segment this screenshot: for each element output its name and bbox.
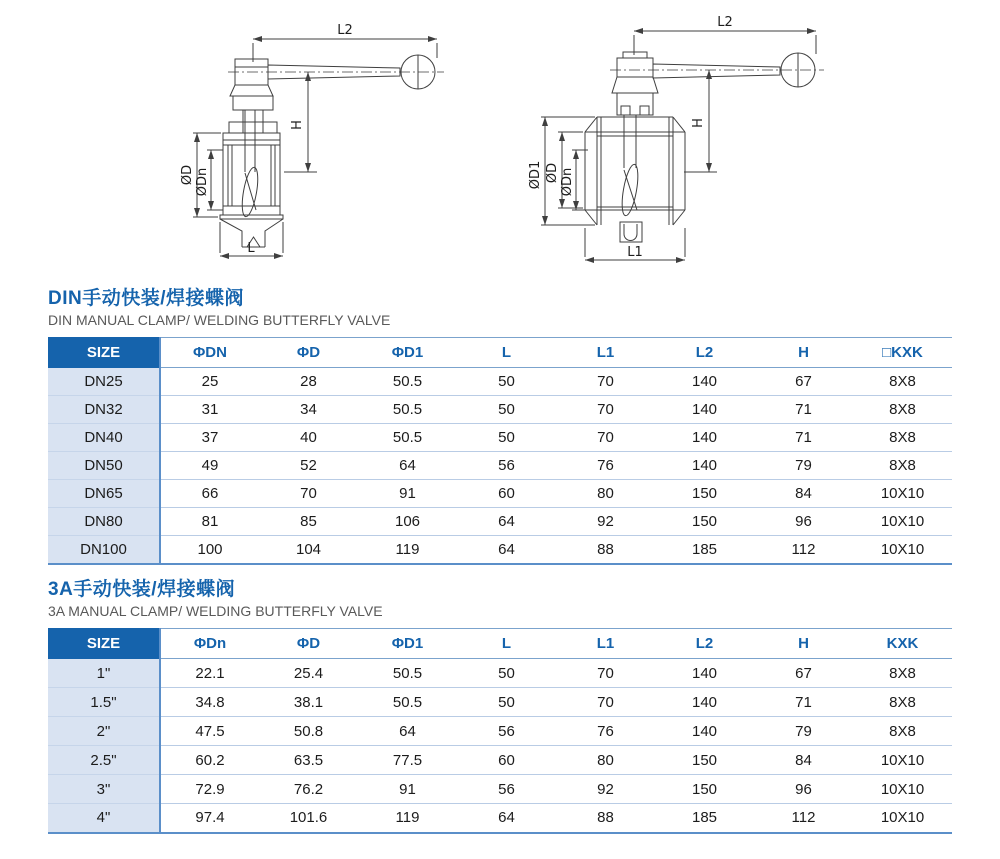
value-cell: 140 bbox=[655, 396, 754, 424]
size-cell: DN65 bbox=[48, 480, 160, 508]
value-cell: 70 bbox=[556, 659, 655, 688]
size-cell: DN32 bbox=[48, 396, 160, 424]
value-cell: 80 bbox=[556, 480, 655, 508]
value-cell: 119 bbox=[358, 804, 457, 833]
col-header-size: SIZE bbox=[48, 629, 160, 659]
col-header: ΦD bbox=[259, 629, 358, 659]
table-row bbox=[48, 775, 952, 804]
value-cell: 96 bbox=[754, 775, 853, 804]
dim-label-l2: L2 bbox=[337, 23, 353, 38]
table-row bbox=[48, 424, 952, 452]
value-cell: 150 bbox=[655, 746, 754, 775]
col-header: ΦDn bbox=[160, 629, 259, 659]
value-cell: 140 bbox=[655, 368, 754, 396]
size-cell: 2.5" bbox=[48, 746, 160, 775]
table-row bbox=[48, 688, 952, 717]
bottom-stem-housing bbox=[620, 222, 642, 242]
size-cell: 1" bbox=[48, 659, 160, 688]
col-header: L2 bbox=[655, 629, 754, 659]
weld-valve-dimensions bbox=[180, 23, 437, 259]
value-cell: 50.5 bbox=[358, 396, 457, 424]
value-cell: 40 bbox=[259, 424, 358, 452]
value-cell: 50.5 bbox=[358, 368, 457, 396]
butterfly-disc bbox=[239, 166, 260, 217]
table-row bbox=[48, 746, 952, 775]
value-cell: 31 bbox=[160, 396, 259, 424]
value-cell: 104 bbox=[259, 536, 358, 564]
gland-nut-left bbox=[621, 106, 630, 115]
value-cell: 92 bbox=[556, 508, 655, 536]
value-cell: 97.4 bbox=[160, 804, 259, 833]
dim-label-l2: L2 bbox=[717, 15, 733, 30]
value-cell: 140 bbox=[655, 688, 754, 717]
value-cell: 10X10 bbox=[853, 775, 952, 804]
bonnet bbox=[617, 93, 653, 115]
value-cell: 56 bbox=[457, 717, 556, 746]
table-row bbox=[48, 368, 952, 396]
table-row bbox=[48, 717, 952, 746]
col-header: L1 bbox=[556, 629, 655, 659]
value-cell: 50.5 bbox=[358, 688, 457, 717]
value-cell: 63.5 bbox=[259, 746, 358, 775]
value-cell: 70 bbox=[259, 480, 358, 508]
value-cell: 47.5 bbox=[160, 717, 259, 746]
value-cell: 71 bbox=[754, 396, 853, 424]
value-cell: 112 bbox=[754, 804, 853, 833]
bonnet bbox=[233, 96, 273, 110]
value-cell: 50.5 bbox=[358, 659, 457, 688]
value-cell: 140 bbox=[655, 424, 754, 452]
3a-section bbox=[48, 578, 952, 834]
dim-label-d: ØD bbox=[180, 164, 195, 186]
weld-valve-body bbox=[220, 55, 444, 247]
value-cell: 10X10 bbox=[853, 480, 952, 508]
value-cell: 106 bbox=[358, 508, 457, 536]
value-cell: 50 bbox=[457, 659, 556, 688]
handle-hub bbox=[617, 58, 653, 77]
value-cell: 96 bbox=[754, 508, 853, 536]
value-cell: 8X8 bbox=[853, 659, 952, 688]
value-cell: 64 bbox=[358, 717, 457, 746]
value-cell: 49 bbox=[160, 452, 259, 480]
table-row bbox=[48, 659, 952, 688]
value-cell: 8X8 bbox=[853, 396, 952, 424]
table-row bbox=[48, 452, 952, 480]
size-cell: 2" bbox=[48, 717, 160, 746]
value-cell: 60 bbox=[457, 480, 556, 508]
gland-nut-left bbox=[229, 122, 243, 133]
value-cell: 91 bbox=[358, 775, 457, 804]
value-cell: 50.5 bbox=[358, 424, 457, 452]
value-cell: 77.5 bbox=[358, 746, 457, 775]
value-cell: 140 bbox=[655, 717, 754, 746]
value-cell: 8X8 bbox=[853, 688, 952, 717]
col-header: ΦD1 bbox=[358, 338, 457, 368]
value-cell: 185 bbox=[655, 536, 754, 564]
din-table-body bbox=[48, 368, 952, 564]
3a-title-zh: 3A手动快装/焊接蝶阀 bbox=[48, 579, 236, 600]
col-header: L bbox=[457, 338, 556, 368]
clamp-ferrule-right bbox=[673, 117, 685, 225]
value-cell: 79 bbox=[754, 452, 853, 480]
value-cell: 67 bbox=[754, 368, 853, 396]
value-cell: 88 bbox=[556, 536, 655, 564]
value-cell: 52 bbox=[259, 452, 358, 480]
value-cell: 64 bbox=[358, 452, 457, 480]
value-cell: 72.9 bbox=[160, 775, 259, 804]
value-cell: 150 bbox=[655, 480, 754, 508]
value-cell: 37 bbox=[160, 424, 259, 452]
value-cell: 150 bbox=[655, 508, 754, 536]
dim-label-l1: L1 bbox=[627, 245, 643, 260]
value-cell: 64 bbox=[457, 508, 556, 536]
value-cell: 8X8 bbox=[853, 424, 952, 452]
value-cell: 71 bbox=[754, 424, 853, 452]
value-cell: 67 bbox=[754, 659, 853, 688]
3a-table-body bbox=[48, 659, 952, 833]
value-cell: 140 bbox=[655, 452, 754, 480]
3a-spec-table bbox=[48, 628, 952, 834]
col-header: L1 bbox=[556, 338, 655, 368]
size-cell: DN50 bbox=[48, 452, 160, 480]
value-cell: 34.8 bbox=[160, 688, 259, 717]
size-cell: DN40 bbox=[48, 424, 160, 452]
dim-label-h: H bbox=[691, 118, 706, 128]
din-title-zh: DIN手动快装/焊接蝶阀 bbox=[48, 288, 245, 309]
value-cell: 81 bbox=[160, 508, 259, 536]
value-cell: 50.8 bbox=[259, 717, 358, 746]
dim-label-dn: ØDn bbox=[560, 167, 575, 197]
value-cell: 50 bbox=[457, 424, 556, 452]
size-cell: 4" bbox=[48, 804, 160, 833]
value-cell: 70 bbox=[556, 424, 655, 452]
3a-header-row bbox=[48, 629, 952, 659]
value-cell: 56 bbox=[457, 775, 556, 804]
din-spec-table bbox=[48, 337, 952, 565]
col-header: L2 bbox=[655, 338, 754, 368]
value-cell: 25 bbox=[160, 368, 259, 396]
value-cell: 79 bbox=[754, 717, 853, 746]
value-cell: 22.1 bbox=[160, 659, 259, 688]
value-cell: 64 bbox=[457, 804, 556, 833]
value-cell: 25.4 bbox=[259, 659, 358, 688]
value-cell: 34 bbox=[259, 396, 358, 424]
clamp-ferrule-left bbox=[585, 117, 597, 225]
col-header-size: SIZE bbox=[48, 338, 160, 368]
dim-label-d1: ØD1 bbox=[528, 160, 543, 190]
value-cell: 84 bbox=[754, 480, 853, 508]
dim-label-l: L bbox=[247, 241, 255, 256]
value-cell: 28 bbox=[259, 368, 358, 396]
value-cell: 10X10 bbox=[853, 804, 952, 833]
value-cell: 80 bbox=[556, 746, 655, 775]
value-cell: 140 bbox=[655, 659, 754, 688]
weld-valve-drawing bbox=[150, 10, 495, 272]
col-header: ΦDN bbox=[160, 338, 259, 368]
din-header-row bbox=[48, 338, 952, 368]
size-cell: DN100 bbox=[48, 536, 160, 564]
din-title-en: DIN MANUAL CLAMP/ WELDING BUTTERFLY VALVE bbox=[48, 312, 391, 328]
table-row bbox=[48, 396, 952, 424]
col-header: ΦD bbox=[259, 338, 358, 368]
col-header: □KXK bbox=[853, 338, 952, 368]
value-cell: 10X10 bbox=[853, 508, 952, 536]
table-row bbox=[48, 480, 952, 508]
value-cell: 66 bbox=[160, 480, 259, 508]
value-cell: 60.2 bbox=[160, 746, 259, 775]
table-row bbox=[48, 536, 952, 564]
3a-title-en: 3A MANUAL CLAMP/ WELDING BUTTERFLY VALVE bbox=[48, 603, 383, 619]
gland-nut-right bbox=[263, 122, 277, 133]
value-cell: 8X8 bbox=[853, 717, 952, 746]
value-cell: 100 bbox=[160, 536, 259, 564]
value-cell: 150 bbox=[655, 775, 754, 804]
value-cell: 70 bbox=[556, 368, 655, 396]
size-cell: DN80 bbox=[48, 508, 160, 536]
value-cell: 50 bbox=[457, 396, 556, 424]
handle-arm bbox=[653, 64, 780, 78]
value-cell: 8X8 bbox=[853, 368, 952, 396]
value-cell: 50 bbox=[457, 368, 556, 396]
din-section bbox=[48, 287, 952, 565]
value-cell: 71 bbox=[754, 688, 853, 717]
value-cell: 88 bbox=[556, 804, 655, 833]
value-cell: 56 bbox=[457, 452, 556, 480]
clamp-valve-body bbox=[585, 52, 824, 242]
table-row bbox=[48, 804, 952, 833]
clamp-valve-drawing bbox=[520, 10, 850, 272]
dim-label-d: ØD bbox=[545, 162, 560, 184]
value-cell: 10X10 bbox=[853, 746, 952, 775]
size-cell: 3" bbox=[48, 775, 160, 804]
table-row bbox=[48, 508, 952, 536]
value-cell: 76.2 bbox=[259, 775, 358, 804]
size-cell: 1.5" bbox=[48, 688, 160, 717]
value-cell: 85 bbox=[259, 508, 358, 536]
value-cell: 8X8 bbox=[853, 452, 952, 480]
col-header: L bbox=[457, 629, 556, 659]
col-header: KXK bbox=[853, 629, 952, 659]
dim-label-dn: ØDn bbox=[195, 167, 210, 197]
value-cell: 112 bbox=[754, 536, 853, 564]
value-cell: 50 bbox=[457, 688, 556, 717]
value-cell: 70 bbox=[556, 396, 655, 424]
value-cell: 70 bbox=[556, 688, 655, 717]
dim-label-h: H bbox=[290, 120, 305, 130]
value-cell: 91 bbox=[358, 480, 457, 508]
size-cell: DN25 bbox=[48, 368, 160, 396]
value-cell: 76 bbox=[556, 717, 655, 746]
col-header: H bbox=[754, 629, 853, 659]
value-cell: 76 bbox=[556, 452, 655, 480]
value-cell: 84 bbox=[754, 746, 853, 775]
value-cell: 101.6 bbox=[259, 804, 358, 833]
col-header: ΦD1 bbox=[358, 629, 457, 659]
value-cell: 92 bbox=[556, 775, 655, 804]
value-cell: 119 bbox=[358, 536, 457, 564]
clamp-valve-dimensions bbox=[528, 15, 816, 263]
value-cell: 10X10 bbox=[853, 536, 952, 564]
col-header: H bbox=[754, 338, 853, 368]
value-cell: 185 bbox=[655, 804, 754, 833]
value-cell: 64 bbox=[457, 536, 556, 564]
value-cell: 60 bbox=[457, 746, 556, 775]
value-cell: 38.1 bbox=[259, 688, 358, 717]
gland-nut-right bbox=[640, 106, 649, 115]
